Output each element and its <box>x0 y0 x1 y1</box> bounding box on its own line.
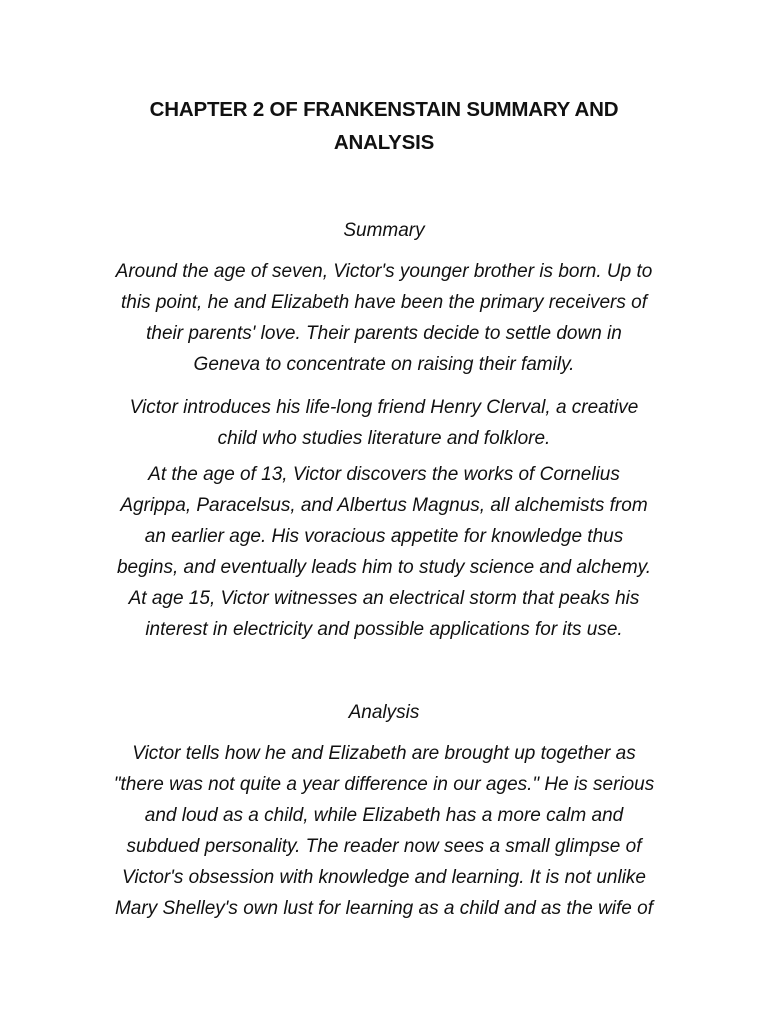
summary-paragraph-2 <box>70 392 698 454</box>
text-line: Mary Shelley's own lust for learning as a child and as the wife of <box>114 898 653 919</box>
text-line: subdued personality. The reader now sees a small glimpse of <box>126 836 642 857</box>
summary-paragraph-3 <box>70 459 698 645</box>
text-line: begins, and eventually leads him to study science and alchemy. <box>116 557 652 578</box>
analysis-heading: Analysis <box>348 702 420 723</box>
text-line: Around the age of seven, Victor's younger brother is born. Up to <box>115 261 653 282</box>
title-line: CHAPTER 2 OF FRANKENSTAIN SUMMARY AND <box>149 98 619 121</box>
title-line: ANALYSIS <box>333 131 435 154</box>
text-line: "there was not quite a year difference in our ages." He is serious <box>113 774 655 795</box>
text-line: their parents' love. Their parents decide to settle down in <box>146 323 622 344</box>
text-line: Victor tells how he and Elizabeth are brought up together as <box>132 743 636 764</box>
summary-heading: Summary <box>343 220 425 241</box>
text-line: this point, he and Elizabeth have been the primary receivers of <box>121 292 647 313</box>
text-line: At the age of 13, Victor discovers the works of Cornelius <box>148 464 620 485</box>
page-title <box>84 93 684 159</box>
text-line: At age 15, Victor witnesses an electrical storm that peaks his <box>128 588 640 609</box>
text-line: Victor introduces his life-long friend Henry Clerval, a creative <box>129 397 639 418</box>
text-line: Agrippa, Paracelsus, and Albertus Magnus, all alchemists from <box>120 495 648 516</box>
text-line: Geneva to concentrate on raising their family. <box>193 354 575 375</box>
text-line: an earlier age. His voracious appetite for knowledge thus <box>144 526 624 547</box>
text-line: and loud as a child, while Elizabeth has a more calm and <box>144 805 624 826</box>
analysis-paragraph-1 <box>70 738 698 924</box>
text-line: interest in electricity and possible applications for its use. <box>145 619 623 640</box>
text-line: child who studies literature and folklore. <box>217 428 551 449</box>
summary-paragraph-1 <box>70 256 698 380</box>
text-line: Victor's obsession with knowledge and learning. It is not unlike <box>122 867 646 888</box>
